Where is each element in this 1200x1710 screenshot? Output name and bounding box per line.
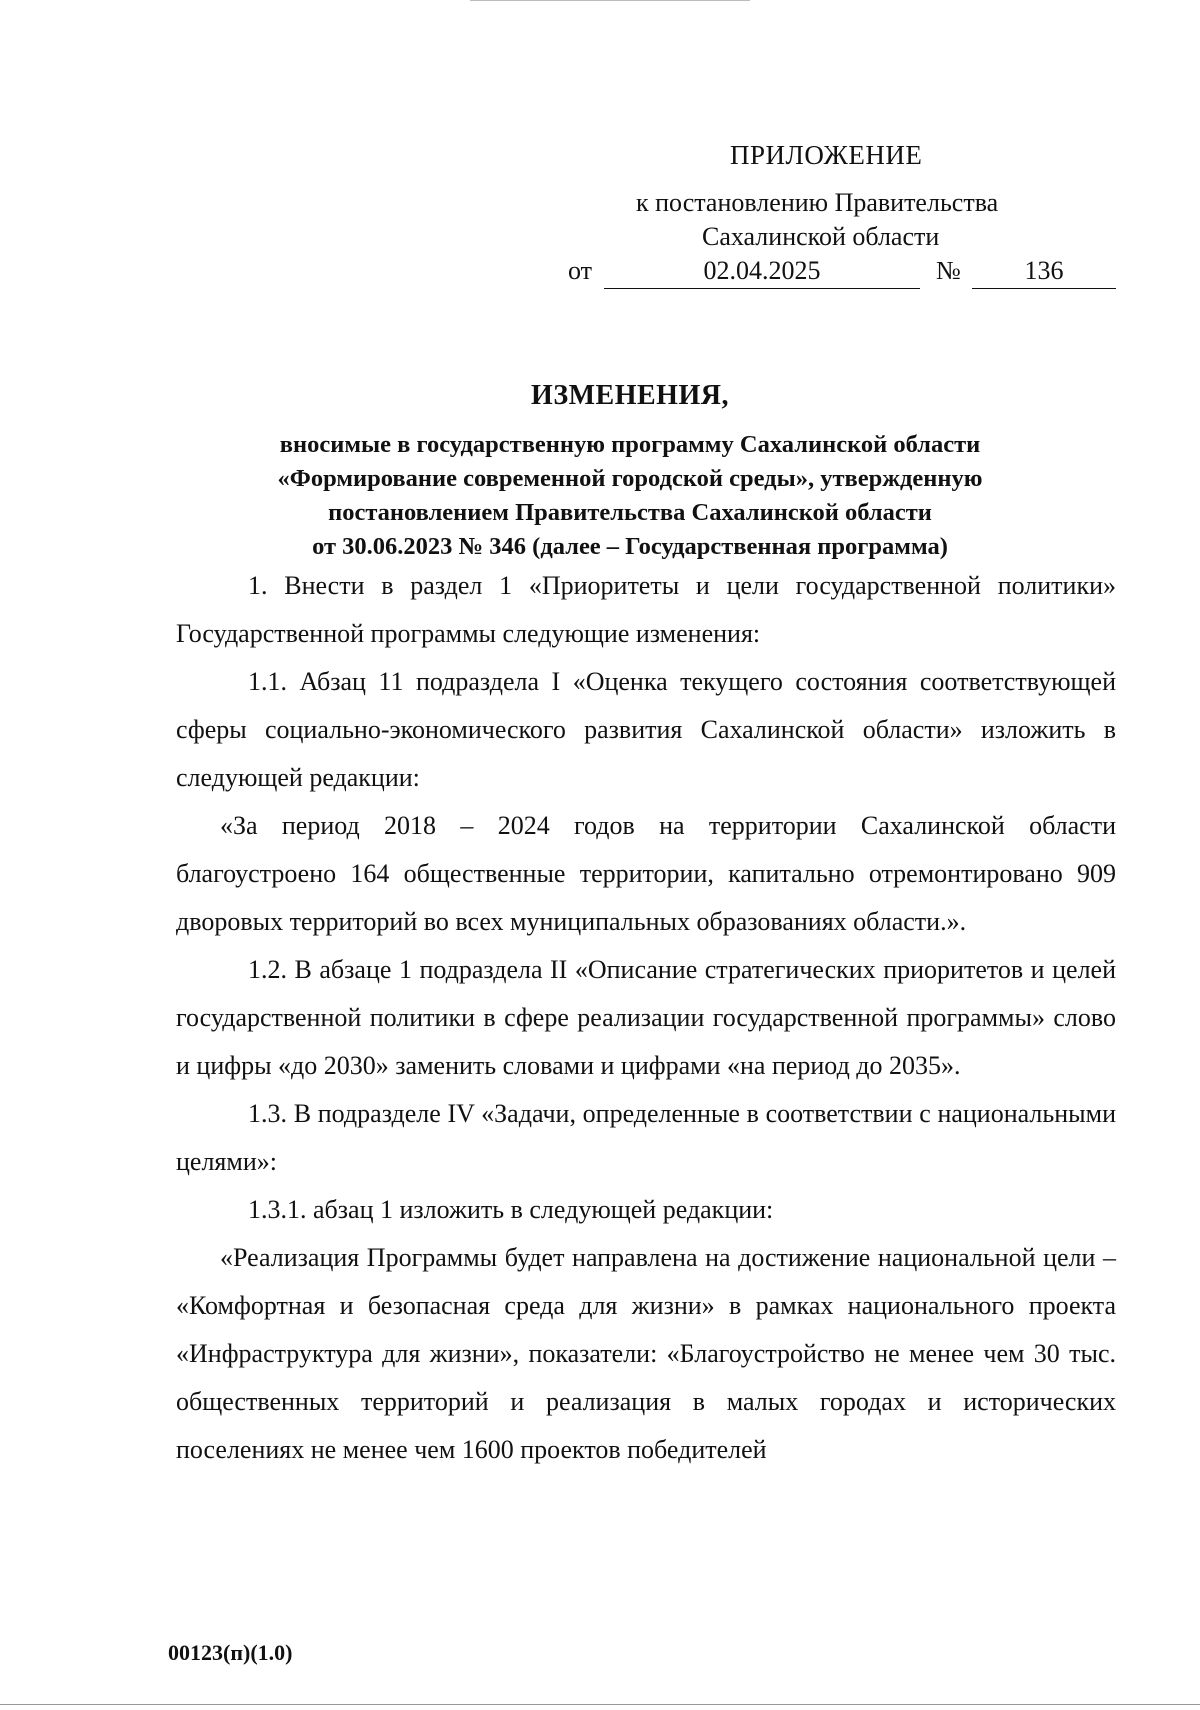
document-subheading: [170, 428, 1090, 564]
resolution-number: 136: [972, 256, 1116, 289]
paragraph-1-2: 1.2. В абзаце 1 подраздела II «Описание стратегических приоритетов и целей государственной политики в сфере реализации государственной программы» слово и цифры «до 2030» заменить словами и цифрами «на период до 2035».: [176, 955, 1116, 1080]
document-body: [176, 562, 1116, 1474]
paragraph-1: 1. Внести в раздел 1 «Приоритеты и цели государственной политики» Государственной программы следующие изменения:: [176, 571, 1116, 648]
from-label: от: [568, 256, 593, 285]
paragraph-1-1: 1.1. Абзац 11 подраздела I «Оценка текущего состояния соответствующей сферы социально-экономического развития Сахалинской области» изложить в следующей редакции:: [176, 667, 1116, 792]
appendix-region-line: Сахалинской области: [702, 222, 940, 251]
subheading-line: от 30.06.2023 № 346 (далее – Государственная программа): [312, 533, 948, 560]
resolution-date-number-row: [568, 252, 1128, 288]
scan-edge-line: [0, 1704, 1200, 1705]
subheading-line: постановлением Правительства Сахалинской области: [328, 499, 932, 526]
scan-edge-line: [470, 0, 750, 1]
appendix-title: ПРИЛОЖЕНИЕ: [730, 140, 923, 170]
resolution-date: 02.04.2025: [604, 256, 920, 289]
paragraph-quote-2: «Реализация Программы будет направлена на достижение национальной цели – «Комфортная и безопасная среда для жизни» в рамках национального проекта «Инфраструктура для жизни», показатели: «Благоустройство не менее чем 30 тыс. общественных территорий и реализация в малых городах и исторических поселениях не менее чем 1600 проектов победителей: [176, 1243, 1116, 1464]
document-heading: ИЗМЕНЕНИЯ,: [531, 380, 729, 411]
subheading-line: вносимые в государственную программу Сахалинской области: [279, 431, 981, 458]
subheading-line: «Формирование современной городской среды», утвержденную: [277, 465, 983, 492]
form-code: 00123(п)(1.0): [168, 1640, 293, 1665]
appendix-resolution-line: к постановлению Правительства: [636, 188, 999, 217]
paragraph-1-3: 1.3. В подразделе IV «Задачи, определенные в соответствии с национальными целями»:: [176, 1099, 1116, 1176]
paragraph-quote-1: «За период 2018 – 2024 годов на территории Сахалинской области благоустроено 164 общественные территории, капитально отремонтировано 909 дворовых территорий во всех муниципальных образованиях области.».: [176, 811, 1116, 936]
number-label: №: [936, 256, 961, 285]
paragraph-1-3-1: 1.3.1. абзац 1 изложить в следующей редакции:: [248, 1195, 774, 1224]
